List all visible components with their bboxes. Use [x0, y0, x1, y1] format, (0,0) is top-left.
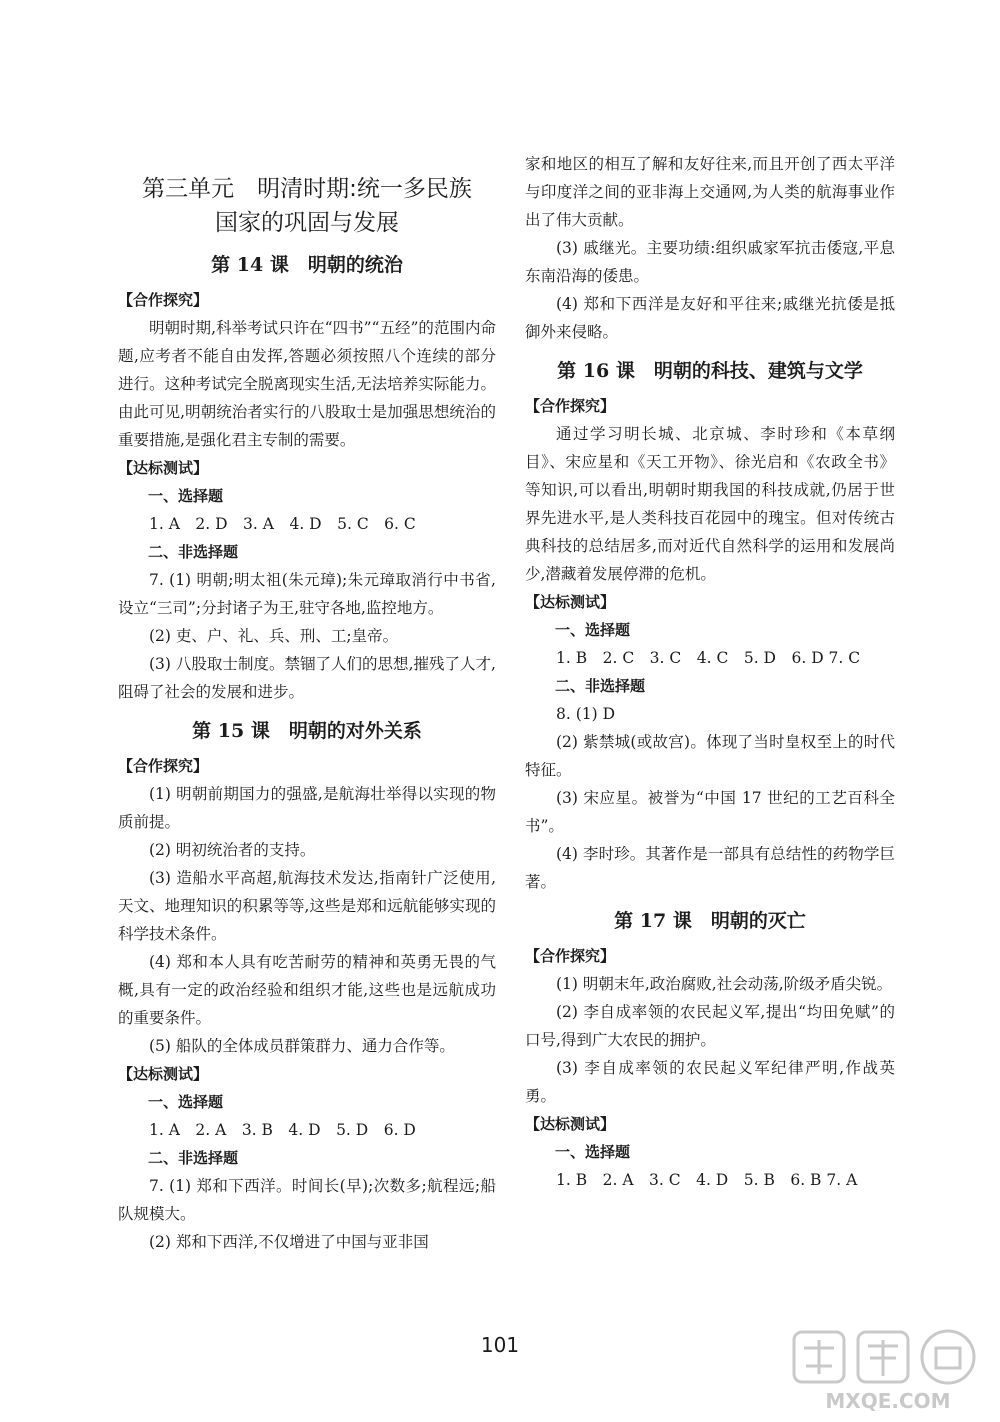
section-label: 【合作探究】	[118, 291, 209, 309]
section-label: 【达标测试】	[118, 459, 209, 477]
unit-title-line1: 第三单元 明清时期:统一多民族	[142, 176, 472, 202]
question-type-label: 一、选择题	[148, 1093, 224, 1111]
answer-paragraph: 明朝时期,科举考试只许在“四书”“五经”的范围内命题,应考者不能自由发挥,答题必须按照八个连续的部分进行。这种考试完全脱离现实生活,无法培养实际能力。由此可见,明朝统治者实行的八股取士是加强思想统治的重要措施,是强化君主专制的需要。	[118, 319, 496, 449]
answer-paragraph: 7. (1) 明朝;明太祖(朱元璋);朱元璋取消行中书省,设立“三司”;分封诸子为王,驻守各地,监控地方。	[118, 571, 496, 617]
answer-paragraph: (2) 李自成率领的农民起义军,提出“均田免赋”的口号,得到广大农民的拥护。	[525, 1003, 895, 1049]
watermark-logo	[786, 1326, 991, 1416]
answer-paragraph: 7. (1) 郑和下西洋。时间长(早);次数多;航程远;船队规模大。	[118, 1177, 496, 1223]
lesson-title: 第 15 课 明朝的对外关系	[192, 720, 422, 742]
question-type-label: 二、非选择题	[555, 677, 646, 695]
lesson-title: 第 14 课 明朝的统治	[211, 254, 403, 276]
answer-paragraph: 1. B 2. A 3. C 4. D 5. B 6. B 7. A	[556, 1171, 858, 1189]
answer-paragraph: (3) 戚继光。主要功绩:组织戚家军抗击倭寇,平息东南沿海的倭患。	[525, 239, 895, 285]
question-type-label: 一、选择题	[555, 1143, 631, 1161]
question-type-label: 二、非选择题	[148, 1149, 239, 1167]
section-label: 【达标测试】	[525, 593, 616, 611]
section-label: 【合作探究】	[525, 397, 616, 415]
watermark-text: MXQE.COM	[825, 1389, 951, 1413]
answer-paragraph: (4) 郑和本人具有吃苦耐劳的精神和英勇无畏的气概,具有一定的政治经验和组织才能,这些也是远航成功的重要条件。	[118, 953, 496, 1027]
section-label: 【合作探究】	[118, 757, 209, 775]
lesson-title: 第 17 课 明朝的灭亡	[614, 910, 806, 932]
unit-title-line2: 国家的巩固与发展	[215, 210, 399, 236]
answer-paragraph: (2) 紫禁城(或故宫)。体现了当时皇权至上的时代特征。	[525, 733, 895, 779]
answer-paragraph: (3) 八股取士制度。禁锢了人们的思想,摧残了人才,阻碍了社会的发展和进步。	[118, 655, 496, 701]
answer-paragraph: 家和地区的相互了解和友好往来,而且开创了西太平洋与印度洋之间的亚非海上交通网,为人类的航海事业作出了伟大贡献。	[525, 155, 895, 229]
answer-paragraph: (1) 明朝前期国力的强盛,是航海壮举得以实现的物质前提。	[118, 785, 496, 831]
answer-paragraph: (1) 明朝末年,政治腐败,社会动荡,阶级矛盾尖锐。	[556, 975, 893, 993]
lesson-title: 第 16 课 明朝的科技、建筑与文学	[557, 360, 863, 382]
question-type-label: 二、非选择题	[148, 543, 239, 561]
answer-paragraph: (3) 李自成率领的农民起义军纪律严明,作战英勇。	[525, 1059, 895, 1105]
answer-paragraph: (3) 造船水平高超,航海技术发达,指南针广泛使用,天文、地理知识的积累等等,这些是郑和远航能够实现的科学技术条件。	[118, 869, 496, 943]
question-type-label: 一、选择题	[555, 621, 631, 639]
unit-title	[118, 172, 496, 240]
answer-paragraph: (2) 吏、户、礼、兵、刑、工;皇帝。	[149, 627, 399, 645]
page-number: 101	[480, 1333, 520, 1357]
section-label: 【达标测试】	[525, 1115, 616, 1133]
left-column	[118, 160, 496, 1256]
answer-paragraph: (2) 郑和下西洋,不仅增进了中国与亚非国	[149, 1233, 429, 1251]
answer-paragraph: 1. A 2. A 3. B 4. D 5. D 6. D	[149, 1121, 416, 1139]
answer-paragraph: 通过学习明长城、北京城、李时珍和《本草纲目》、宋应星和《天工开物》、徐光启和《农政全书》等知识,可以看出,明朝时期我国的科技成就,仍居于世界先进水平,是人类科技百花园中的瑰宝。但对传统古典科技的总结居多,而对近代自然科学的运用和发展尚少,潜藏着发展停滞的危机。	[525, 425, 895, 583]
answer-paragraph: (4) 李时珍。其著作是一部具有总结性的药物学巨著。	[525, 845, 895, 891]
question-type-label: 一、选择题	[148, 487, 224, 505]
right-column	[525, 150, 895, 1194]
right-flow	[525, 150, 895, 1194]
answer-paragraph: 1. B 2. C 3. C 4. C 5. D 6. D 7. C	[556, 649, 861, 667]
answer-paragraph: (4) 郑和下西洋是友好和平往来;戚继光抗倭是抵御外来侵略。	[525, 295, 895, 341]
answer-paragraph: 1. A 2. D 3. A 4. D 5. C 6. C	[149, 515, 416, 533]
section-label: 【合作探究】	[525, 947, 616, 965]
left-flow	[118, 250, 496, 1256]
section-label: 【达标测试】	[118, 1065, 209, 1083]
answer-paragraph: 8. (1) D	[556, 705, 616, 723]
answer-paragraph: (5) 船队的全体成员群策群力、通力合作等。	[149, 1037, 455, 1055]
answer-paragraph: (3) 宋应星。被誉为“中国 17 世纪的工艺百科全书”。	[525, 789, 895, 835]
answer-paragraph: (2) 明初统治者的支持。	[149, 841, 316, 859]
